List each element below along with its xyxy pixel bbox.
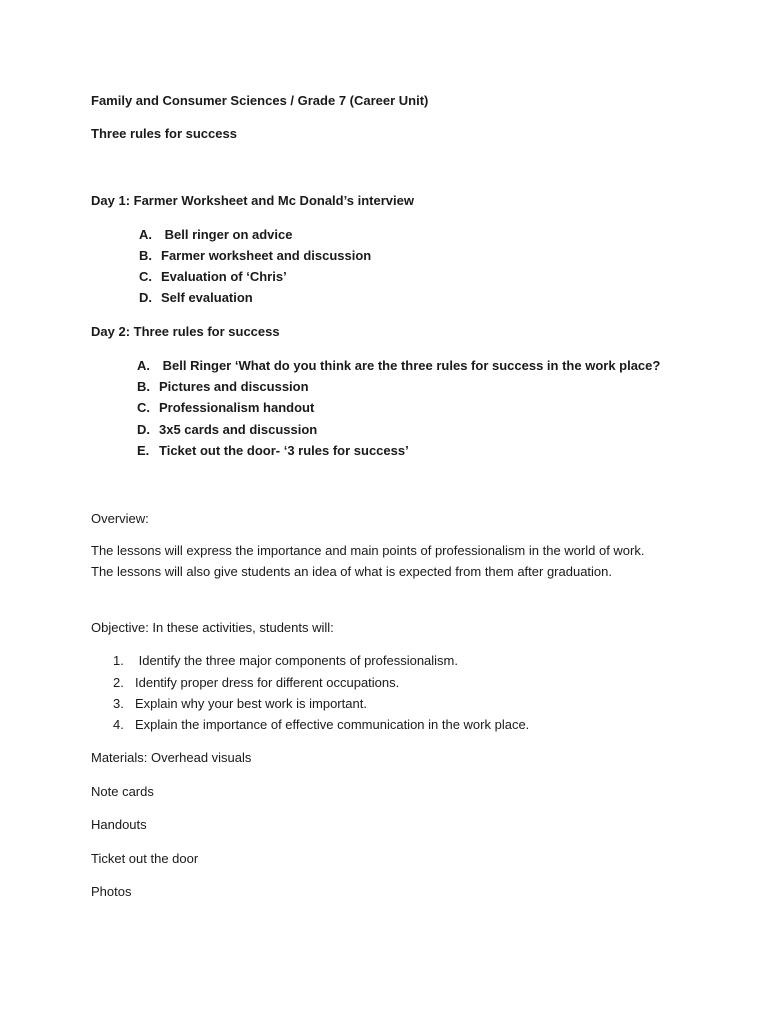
list-item-text: Bell ringer on advice [161,227,293,242]
list-marker: A. [139,227,152,242]
list-marker: 2. [113,675,124,690]
document-title: Family and Consumer Sciences / Grade 7 (Career Unit) [91,93,429,108]
day1-list-item [139,227,293,243]
list-item-text: Ticket out the door- ‘3 rules for success’ [159,443,409,458]
list-item-text: Pictures and discussion [159,379,309,394]
list-marker: C. [137,400,150,415]
document-subtitle: Three rules for success [91,126,237,141]
list-marker: B. [137,379,150,394]
objective-list-item [113,675,399,691]
day2-list-item [137,422,317,438]
materials-item: Handouts [91,817,147,832]
list-marker: C. [139,269,152,284]
list-marker: B. [139,248,152,263]
overview-paragraph: The lessons will express the importance and main points of professionalism in the world of work. The lessons will also give students an idea of what is expected from them after graduation. [91,543,645,579]
list-item-text: Self evaluation [161,290,253,305]
list-item-text: Evaluation of ‘Chris’ [161,269,287,284]
day2-list-item [137,358,660,374]
list-item-text: Explain the importance of effective communication in the work place. [135,717,530,732]
day2-list-item [137,443,409,459]
day2-list-item [137,379,309,395]
list-item-text: Farmer worksheet and discussion [161,248,372,263]
list-item-text: Identify the three major components of professionalism. [135,653,458,668]
objective-list-item [113,696,367,712]
list-item-text: Identify proper dress for different occupations. [135,675,400,690]
list-marker: E. [137,443,150,458]
materials-item: Photos [91,884,132,899]
list-marker: 4. [113,717,124,732]
list-item-text: 3x5 cards and discussion [159,422,318,437]
day2-list-item [137,400,314,416]
list-marker: D. [139,290,152,305]
list-marker: D. [137,422,150,437]
list-marker: 1. [113,653,124,668]
list-item-text: Explain why your best work is important. [135,696,367,711]
list-marker: A. [137,358,150,373]
list-item-text: Bell Ringer ‘What do you think are the three rules for success in the work place? [159,358,661,373]
day1-heading: Day 1: Farmer Worksheet and Mc Donald’s interview [91,193,414,208]
materials-item: Note cards [91,784,154,799]
materials-item: Ticket out the door [91,851,199,866]
day2-heading: Day 2: Three rules for success [91,324,280,339]
day1-list-item [139,269,287,285]
day1-list-item [139,248,371,264]
overview-heading: Overview: [91,511,149,526]
materials-heading: Materials: Overhead visuals [91,750,252,765]
day1-list-item [139,290,253,306]
objective-list-item [113,653,458,669]
list-item-text: Professionalism handout [159,400,315,415]
list-marker: 3. [113,696,124,711]
objective-list-item [113,717,529,733]
objective-heading: Objective: In these activities, students will: [91,620,334,635]
